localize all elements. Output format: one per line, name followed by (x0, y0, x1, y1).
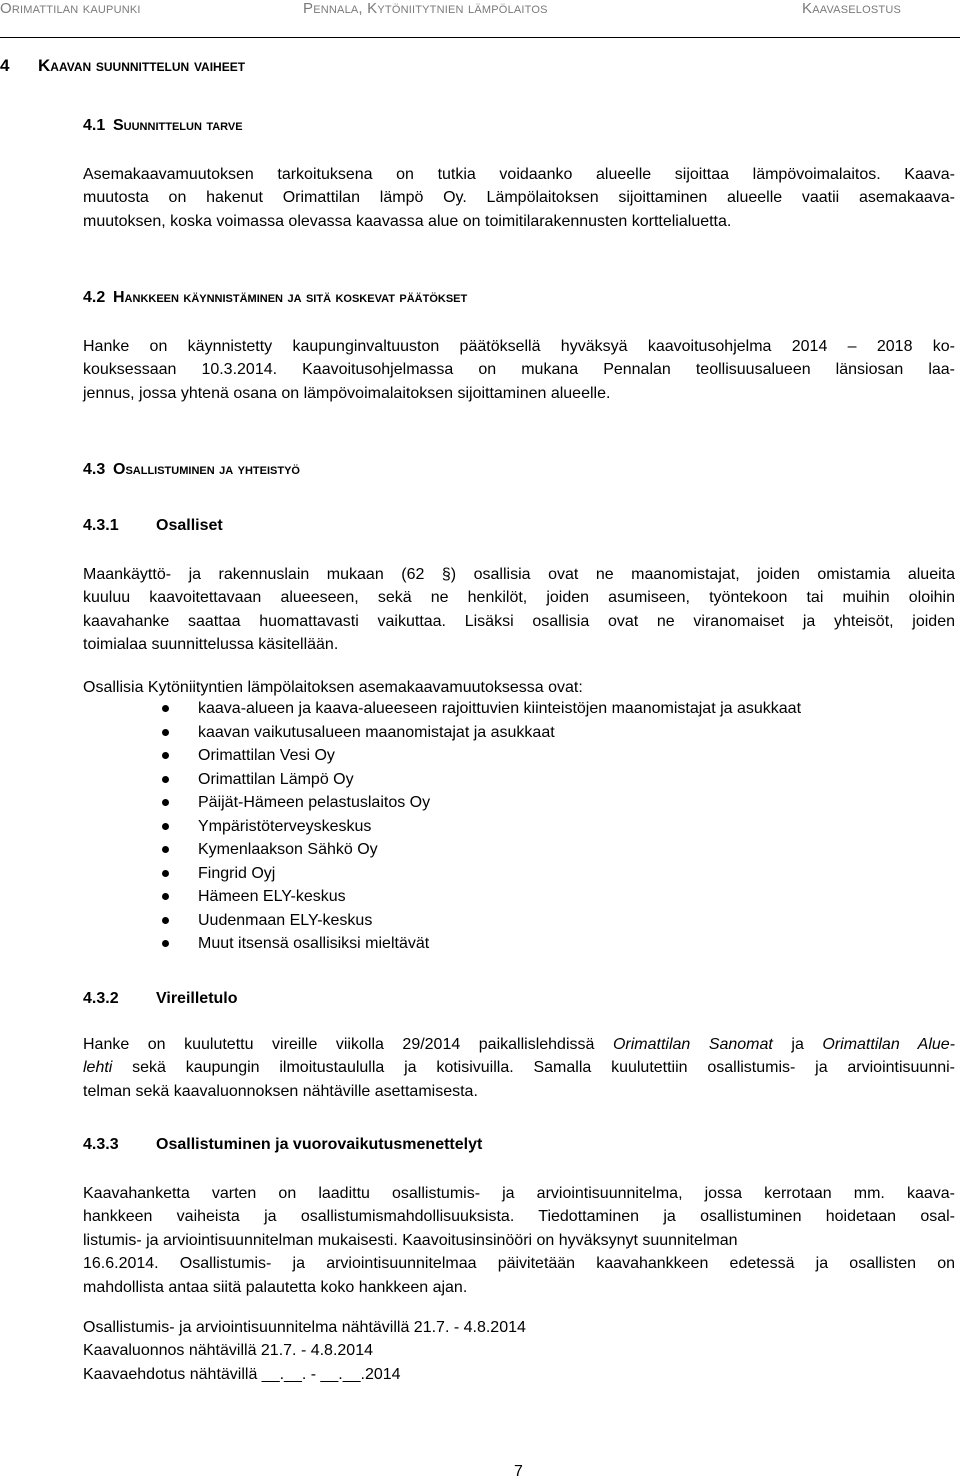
header-left: Orimattilan kaupunki (0, 0, 141, 17)
list-item: Hämeen ELY-keskus (162, 885, 801, 909)
text-line: mahdollista antaa siitä palautetta koko hankkeen ajan. (83, 1278, 468, 1296)
section-4-3-3-paragraph (83, 1182, 955, 1299)
text-line: jennus, jossa yhtenä osana on lämpövoimalaitoksen sijoittaminen alueelle. (83, 384, 611, 402)
bullet-icon (162, 752, 169, 759)
section-4-1-heading (83, 117, 243, 135)
text-line: muutosta on hakenut Orimattilan lämpö Oy. Lämpölaitoksen sijoittaminen alueelle vaatii asemakaava- (83, 189, 955, 207)
section-4-2-paragraph (83, 335, 955, 405)
newspaper-name: Orimattilan Alue- (822, 1036, 956, 1053)
list-item: Kymenlaakson Sähkö Oy (162, 838, 801, 862)
list-item: Päijät-Hämeen pelastuslaitos Oy (162, 791, 801, 815)
list-item: Muut itsensä osallisiksi mieltävät (162, 932, 801, 956)
section-number: 4.1 (83, 117, 106, 134)
text-line: telman sekä kaavaluonnoksen nähtäville asettamisesta. (83, 1082, 478, 1100)
header-rule (0, 37, 960, 38)
bullet-icon (162, 799, 169, 806)
schedule-dates (83, 1316, 955, 1386)
section-4-heading (0, 56, 245, 76)
bullet-icon (162, 729, 169, 736)
bullet-icon (162, 776, 169, 783)
list-item: Orimattilan Lämpö Oy (162, 768, 801, 792)
section-4-3-2-paragraph (83, 1033, 955, 1103)
list-item: Fingrid Oyj (162, 862, 801, 886)
section-number: 4.3.2 (83, 990, 119, 1007)
section-4-2-heading (83, 289, 467, 307)
text-line: Kaavaehdotus nähtävillä __.__. - __.__.2014 (83, 1365, 401, 1383)
text-line: lehti sekä kaupungin ilmoitustaululla ja kotisivuilla. Samalla kuulutettiin osallistumis- ja arviointisuunni- (83, 1059, 955, 1077)
section-4-3-2-heading (83, 990, 238, 1008)
section-number: 4.3.1 (83, 517, 119, 534)
text-line: Hanke on kuulutettu vireille viikolla 29/2014 paikallislehdissä Orimattilan Sanomat ja Orimattilan Alue- (83, 1036, 956, 1053)
list-item: Uudenmaan ELY-keskus (162, 909, 801, 933)
text-line: Asemakaavamuutoksen tarkoituksena on tutkia voidaanko alueelle sijoittaa lämpövoimalaitos. Kaava- (83, 166, 955, 183)
text-line: Osallisia Kytöniityntien lämpölaitoksen asemakaavamuutoksessa ovat: (83, 679, 583, 696)
text-line: Maankäyttö- ja rakennuslain mukaan (62 §) osallisia ovat ne maanomistajat, joiden omistamia alueita (83, 566, 955, 583)
section-4-3-1-paragraph (83, 563, 955, 657)
header-center: Pennala, Kytöniitytnien lämpölaitos (303, 0, 548, 17)
text-line: Kaavaluonnos nähtävillä 21.7. - 4.8.2014 (83, 1342, 373, 1360)
text-line: muutoksen, koska voimassa olevassa kaavassa alue on toimitilarakennusten korttelialuetta. (83, 212, 732, 230)
text-line: kaavahanke saattaa huomattavasti vaikuttaa. Lisäksi osallisia ovat ne viranomaiset ja yhteisöt, joiden (83, 612, 955, 630)
bullet-icon (162, 846, 169, 853)
section-number: 4.2 (83, 289, 106, 306)
list-item: kaava-alueen ja kaava-alueeseen rajoittuvien kiinteistöjen maanomistajat ja asukkaat (162, 697, 801, 721)
section-4-1-paragraph (83, 163, 955, 233)
text-line: kouksessaan 10.3.2014. Kaavoitusohjelmassa on mukana Pennalan teollisuusalueen länsiosan laa- (83, 361, 955, 379)
text-line: hankkeen vaiheista ja osallistumismahdollisuuksista. Tiedottaminen ja osallistuminen hoidetaan osal- (83, 1208, 955, 1226)
section-number: 4 (0, 56, 10, 75)
text-line: 16.6.2014. Osallistumis- ja arviointisuunnitelmaa päivitetään kaavahankkeen edetessä ja osallisten on (83, 1255, 955, 1273)
bullet-icon (162, 870, 169, 877)
newspaper-name: lehti (83, 1059, 113, 1077)
text-line: kuuluu kaavoitettavaan alueeseen, sekä ne henkilöt, joiden asumiseen, työntekoon tai muihin oloihin (83, 589, 955, 607)
section-4-3-3-heading (83, 1136, 482, 1154)
participants-list-intro (83, 676, 955, 699)
section-4-3-1-heading (83, 517, 223, 535)
bullet-icon (162, 705, 169, 712)
text-line: Kaavahanketta varten on laadittu osallistumis- ja arviointisuunnitelma, jossa kerrotaan mm. kaava- (83, 1185, 955, 1202)
participants-list (162, 697, 801, 956)
section-title: Hankkeen käynnistäminen ja sitä koskevat päätökset (113, 289, 468, 306)
text-line: Hanke on käynnistetty kaupunginvaltuuston päätöksellä hyväksyä kaavoitusohjelma 2014 – 2018 ko- (83, 338, 955, 355)
section-title: Osalliset (156, 517, 223, 534)
text-line: listumis- ja arviointisuunnitelman mukaisesti. Kaavoitusinsinööri on hyväksynyt suunnitelman (83, 1231, 738, 1249)
list-item: kaavan vaikutusalueen maanomistajat ja asukkaat (162, 721, 801, 745)
section-title: Osallistuminen ja yhteistyö (113, 461, 300, 478)
bullet-icon (162, 917, 169, 924)
section-4-3-heading (83, 461, 300, 479)
bullet-icon (162, 940, 169, 947)
section-title: Suunnittelun tarve (113, 117, 243, 134)
list-item: Orimattilan Vesi Oy (162, 744, 801, 768)
section-number: 4.3.3 (83, 1136, 119, 1153)
section-title: Osallistuminen ja vuorovaikutusmenettelyt (156, 1136, 483, 1153)
section-number: 4.3 (83, 461, 106, 478)
section-title: Vireilletulo (156, 990, 238, 1007)
newspaper-name: Orimattilan Sanomat (612, 1036, 773, 1053)
page-number: 7 (514, 1463, 523, 1480)
bullet-icon (162, 823, 169, 830)
list-item: Ympäristöterveyskeskus (162, 815, 801, 839)
section-title: Kaavan suunnittelun vaiheet (38, 56, 246, 75)
bullet-icon (162, 893, 169, 900)
text-line: Osallistumis- ja arviointisuunnitelma nähtävillä 21.7. - 4.8.2014 (83, 1319, 526, 1336)
text-line: toimialaa suunnittelussa käsitellään. (83, 636, 339, 654)
header-right: Kaavaselostus (802, 0, 902, 17)
